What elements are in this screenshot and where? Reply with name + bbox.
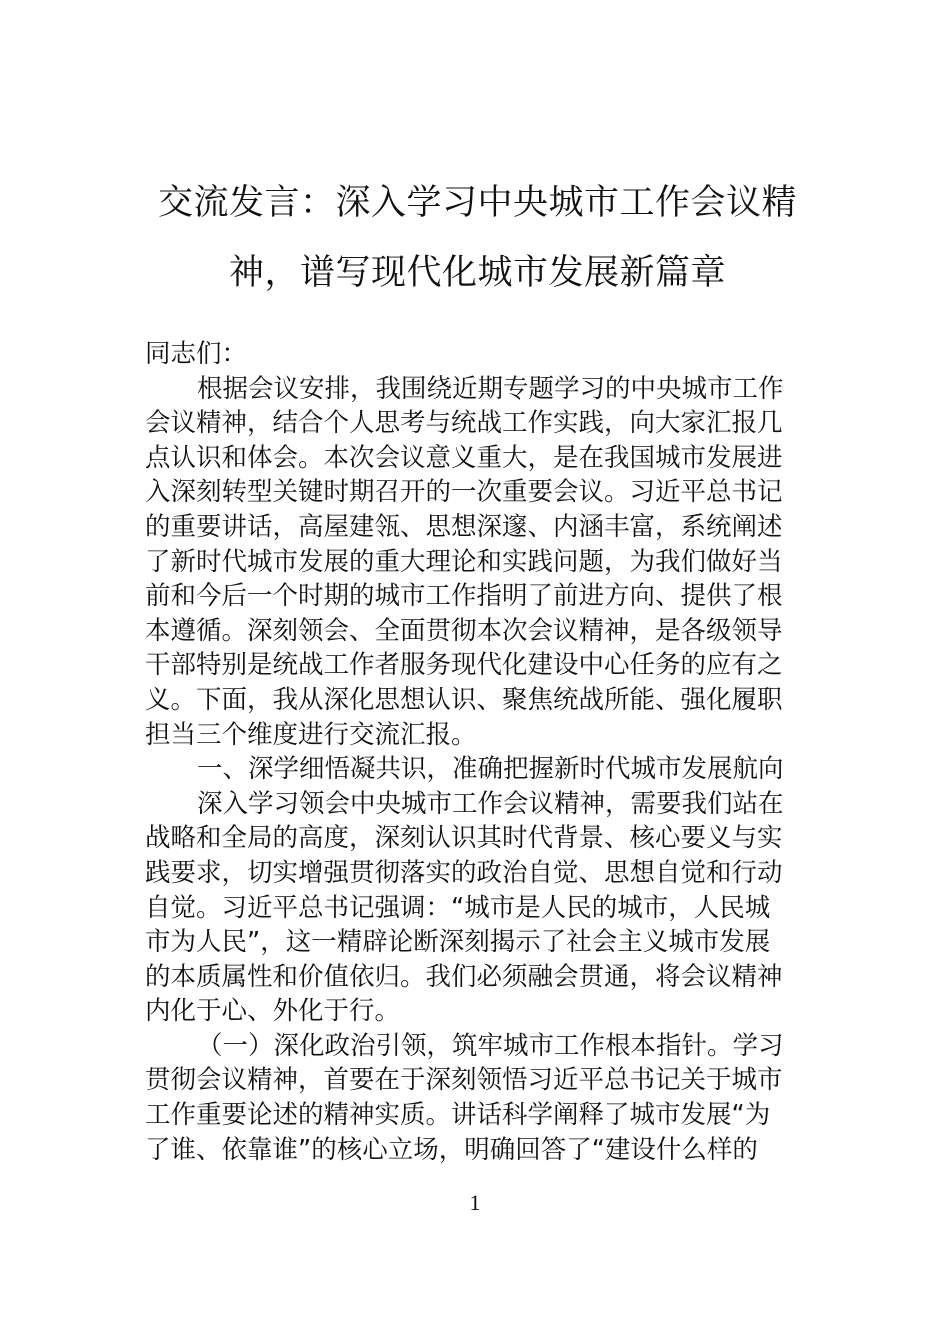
document-body	[145, 337, 813, 1167]
paragraph-line: 本遵循。深刻领会、全面贯彻本次会议精神，是各级领导	[145, 615, 783, 646]
paragraph-line: 担当三个维度进行交流汇报。	[145, 719, 477, 750]
paragraph-line: 工作重要论述的精神实质。讲话科学阐释了城市发展“为	[145, 1100, 771, 1131]
paragraph-line: 内化于心、外化于行。	[145, 996, 401, 1027]
document-title	[145, 168, 810, 308]
salutation: 同志们：	[145, 339, 248, 369]
paragraph-line: 了新时代城市发展的重大理论和实践问题，为我们做好当	[145, 546, 783, 577]
paragraph-line: 前和今后一个时期的城市工作指明了前进方向、提供了根	[145, 581, 783, 612]
page-number: 1	[469, 1190, 481, 1215]
title-line-2: 神，谱写现代化城市发展新篇章	[228, 253, 726, 293]
paragraph-line: 干部特别是统战工作者服务现代化建设中心任务的应有之	[145, 650, 783, 681]
paragraph-line: 点认识和体会。本次会议意义重大，是在我国城市发展进	[145, 442, 783, 473]
paragraph-line: 自觉。习近平总书记强调：“城市是人民的城市，人民城	[145, 892, 771, 923]
body-text	[145, 372, 813, 1168]
paragraph-line: 会议精神，结合个人思考与统战工作实践，向大家汇报几	[145, 408, 783, 439]
paragraph-start-line: 深入学习领会中央城市工作会议精神，需要我们站在	[197, 788, 784, 819]
paragraph-line: 的重要讲话，高屋建瓴、思想深邃、内涵丰富，系统阐述	[145, 511, 783, 542]
paragraph-line: 践要求，切实增强贯彻落实的政治自觉、思想自觉和行动	[145, 857, 783, 888]
paragraph-line: 贯彻会议精神，首要在于深刻领悟习近平总书记关于城市	[145, 1065, 783, 1096]
title-line-1: 交流发言：深入学习中央城市工作会议精	[157, 183, 797, 223]
paragraph-start-line: 根据会议安排，我围绕近期专题学习的中央城市工作	[197, 373, 784, 404]
paragraph-line: 了谁、依靠谁”的核心立场，明确回答了“建设什么样的	[145, 1134, 758, 1165]
paragraph-line: 入深刻转型关键时期召开的一次重要会议。习近平总书记	[145, 477, 783, 508]
paragraph-line: 市为人民”，这一精辟论断深刻揭示了社会主义城市发展	[145, 927, 771, 958]
paragraph-line: 战略和全局的高度，深刻认识其时代背景、核心要义与实	[145, 823, 783, 854]
paragraph-line: 义。下面，我从深化思想认识、聚焦统战所能、强化履职	[145, 684, 783, 715]
paragraph-start-line: 一、深学细悟凝共识，准确把握新时代城市发展航向	[197, 754, 784, 785]
paragraph-start-line: （一）深化政治引领，筑牢城市工作根本指针。学习	[197, 1030, 784, 1061]
paragraph-line: 的本质属性和价值依归。我们必须融会贯通，将会议精神	[145, 961, 783, 992]
